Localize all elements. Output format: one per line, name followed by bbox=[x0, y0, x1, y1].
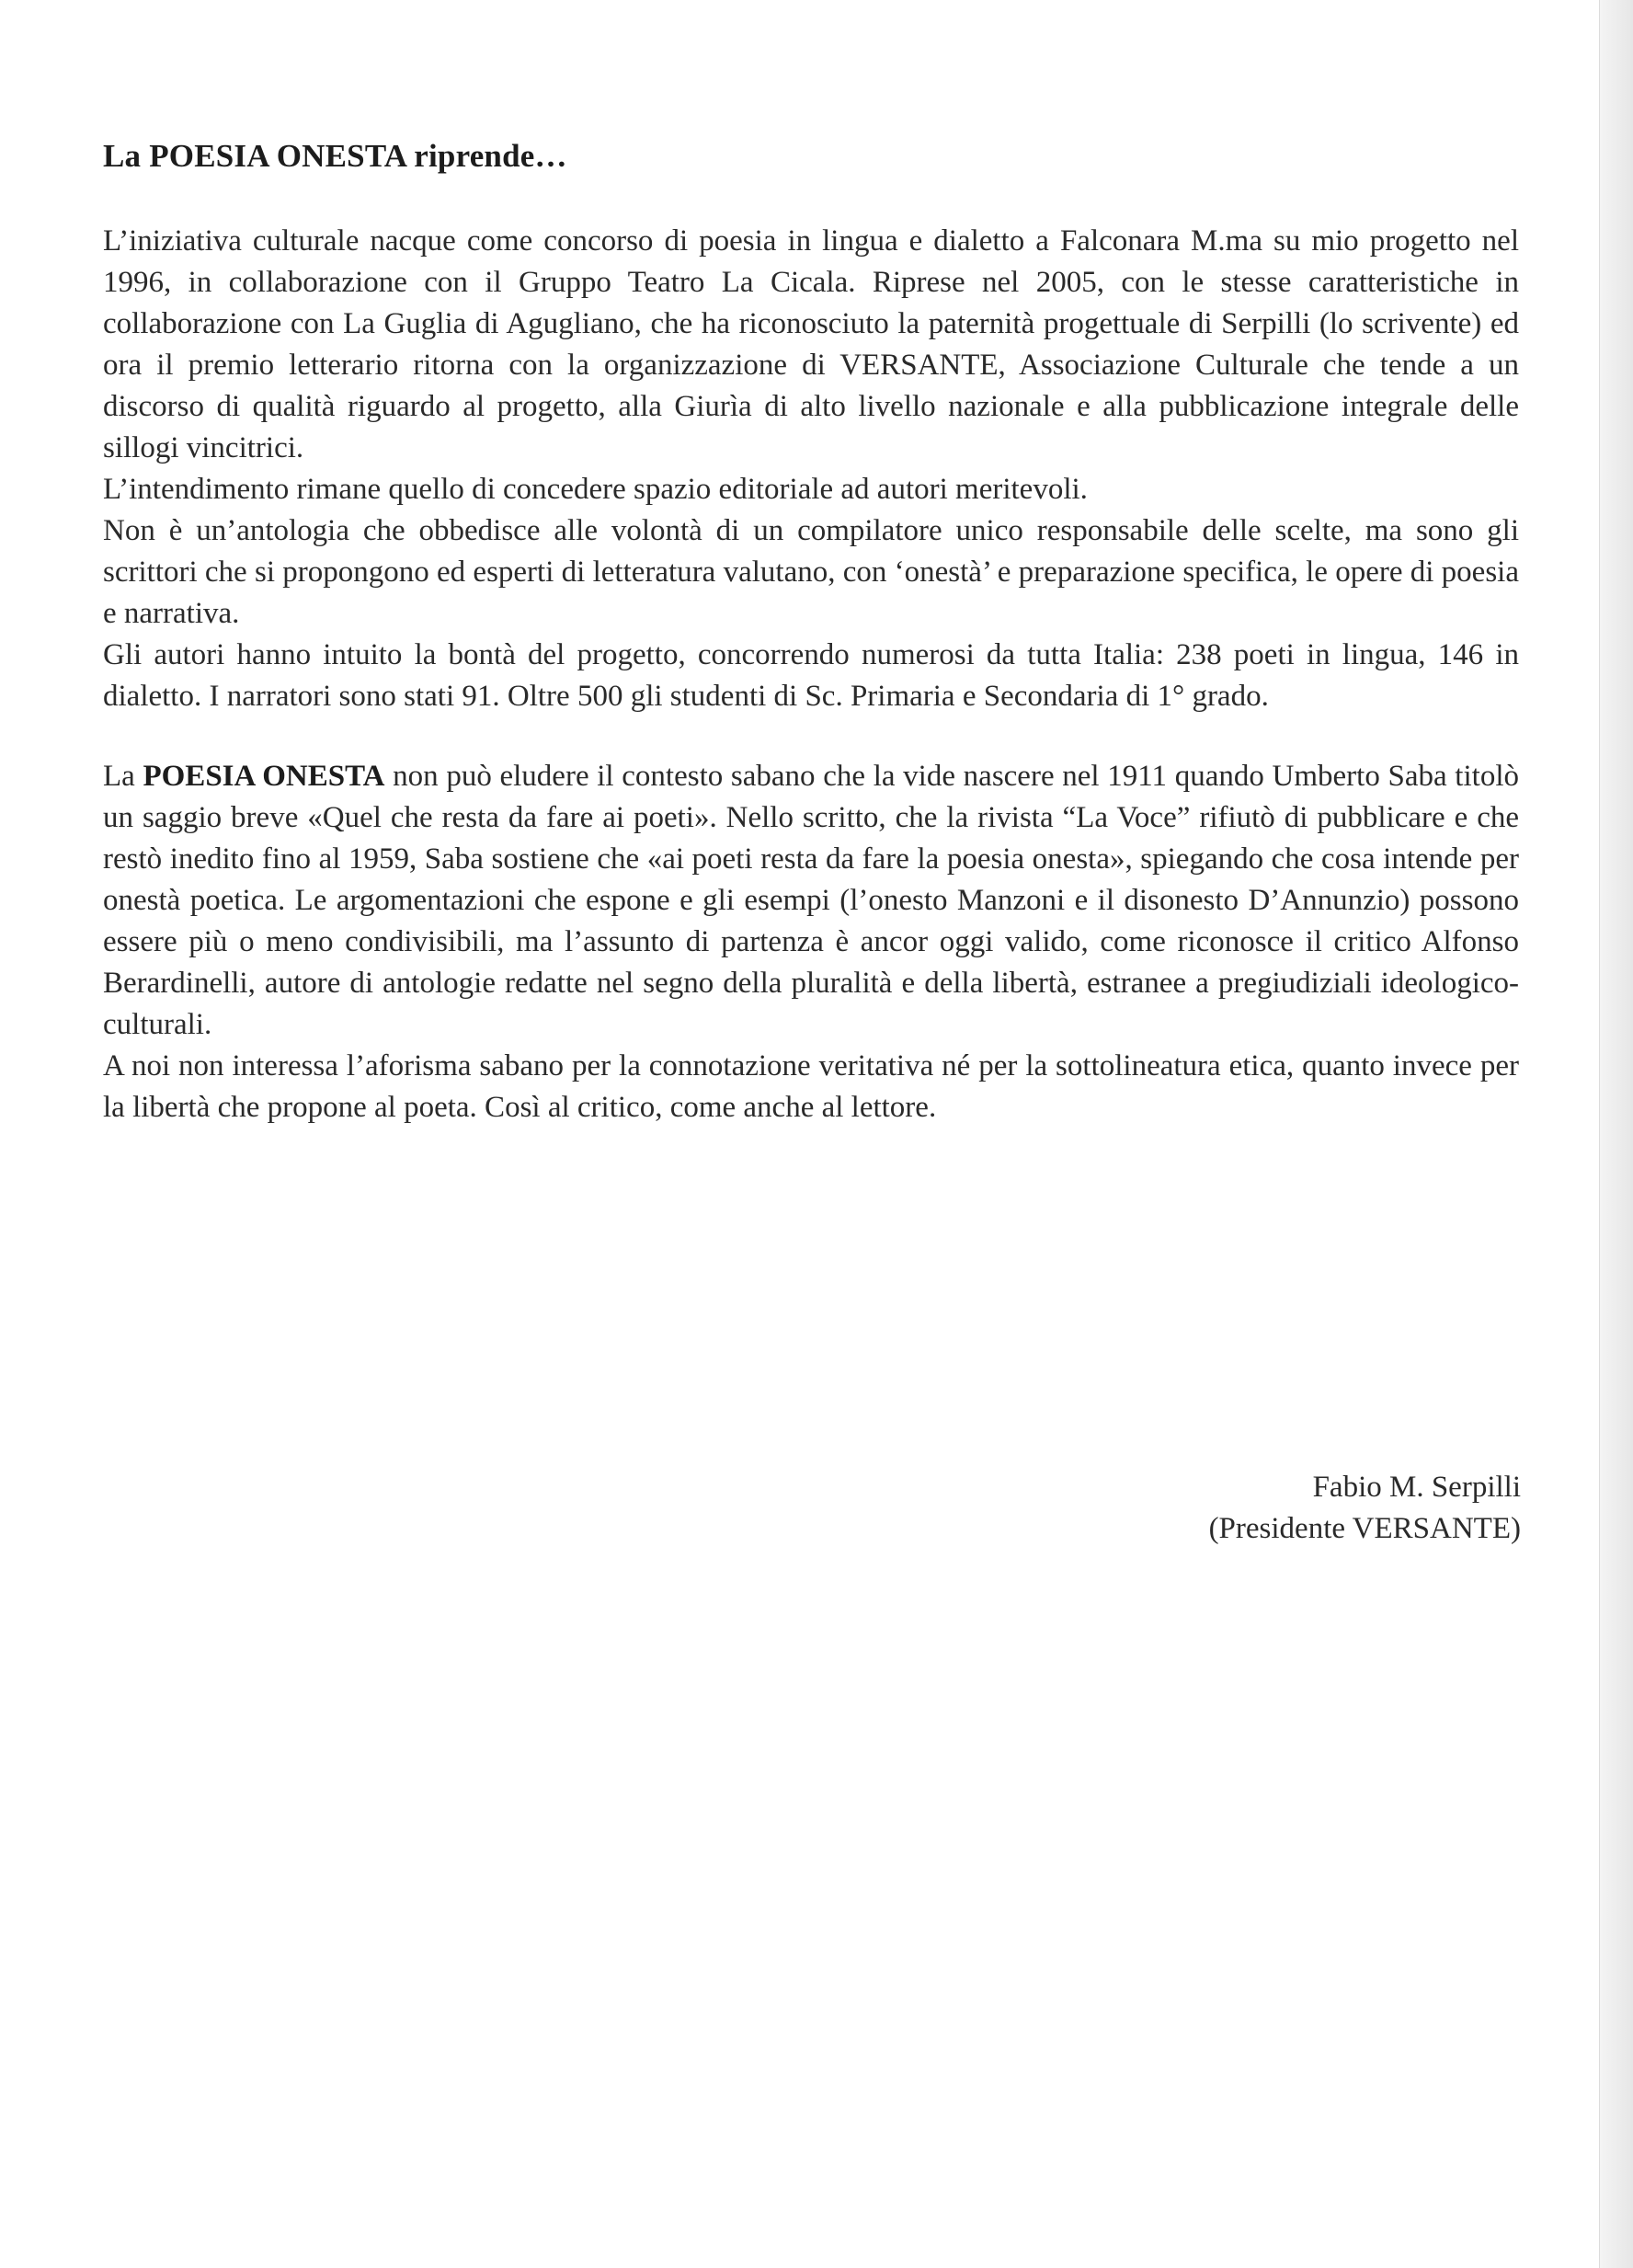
paragraph-intro: L’iniziativa culturale nacque come concorso di poesia in lingua e dialetto a Falconara M.ma su mio progetto nel 1996, in collaborazione con il Gruppo Teatro La Cicala. Riprese nel 2005, con le stesse caratteristiche in collaborazione con La Guglia di Agugliano, che ha riconosciuto la paternità progettuale di Serpilli (lo scrivente) ed ora il premio letterario ritorna con la organizzazione di VERSANTE, Associazione Culturale che tende a un discorso di qualità riguardo al progetto, alla Giurìa di alto livello nazionale e alla pubblicazione integrale delle sillogi vincitrici. bbox=[103, 224, 1519, 464]
signature-name: Fabio M. Serpilli bbox=[1312, 1471, 1521, 1504]
paragraph-closing: A noi non interessa l’aforisma sabano per la connotazione veritativa né per la sottolineatura etica, quanto invece per la libertà che propone al poeta. Così al critico, come anche al lettore. bbox=[103, 1049, 1519, 1124]
paragraph-saba-lead: La bbox=[103, 760, 143, 793]
page-edge bbox=[1599, 0, 1633, 2268]
signature-role: (Presidente VERSANTE) bbox=[1208, 1512, 1521, 1545]
document-heading: La POESIA ONESTA riprende… bbox=[103, 138, 567, 174]
paragraph-anthology: Non è un’antologia che obbedisce alle volontà di un compilatore unico responsabile delle scelte, ma sono gli scrittori che si propongono ed esperti di letteratura valutano, con ‘onestà’ e preparazione specifica, le opere di poesia e narrativa. bbox=[103, 514, 1519, 630]
paragraph-participants: Gli autori hanno intuito la bontà del progetto, concorrendo numerosi da tutta Italia: 238 poeti in lingua, 146 in dialetto. I narratori sono stati 91. Oltre 500 gli studenti di Sc. Primaria e Secondaria di 1° grado. bbox=[103, 638, 1519, 713]
paragraph-saba bbox=[103, 756, 1519, 1046]
signature-block bbox=[1209, 1467, 1521, 1550]
document-body bbox=[103, 138, 1519, 1128]
section-gap bbox=[103, 717, 1519, 756]
paragraph-intent: L’intendimento rimane quello di concedere spazio editoriale ad autori meritevoli. bbox=[103, 473, 1088, 506]
paragraph-saba-text: non può eludere il contesto sabano che la vide nascere nel 1911 quando Umberto Saba titolò un saggio breve «Quel che resta da fare ai poeti». Nello scritto, che la rivista “La Voce” rifiutò di pubblicare e che restò inedito fino al 1959, Saba sostiene che «ai poeti resta da fare la poesia onesta», spiegando che cosa intende per onestà poetica. Le argomentazioni che espone e gli esempi (l’onesto Manzoni e il disonesto D’Annunzio) possono essere più o meno condivisibili, ma l’assunto di partenza è ancor oggi valido, come riconosce il critico Alfonso Berardinelli, autore di antologie redatte nel segno della pluralità e della libertà, estranee a pregiudiziali ideologico-culturali. bbox=[103, 760, 1519, 1041]
poesia-onesta-term: POESIA ONESTA bbox=[143, 760, 385, 793]
